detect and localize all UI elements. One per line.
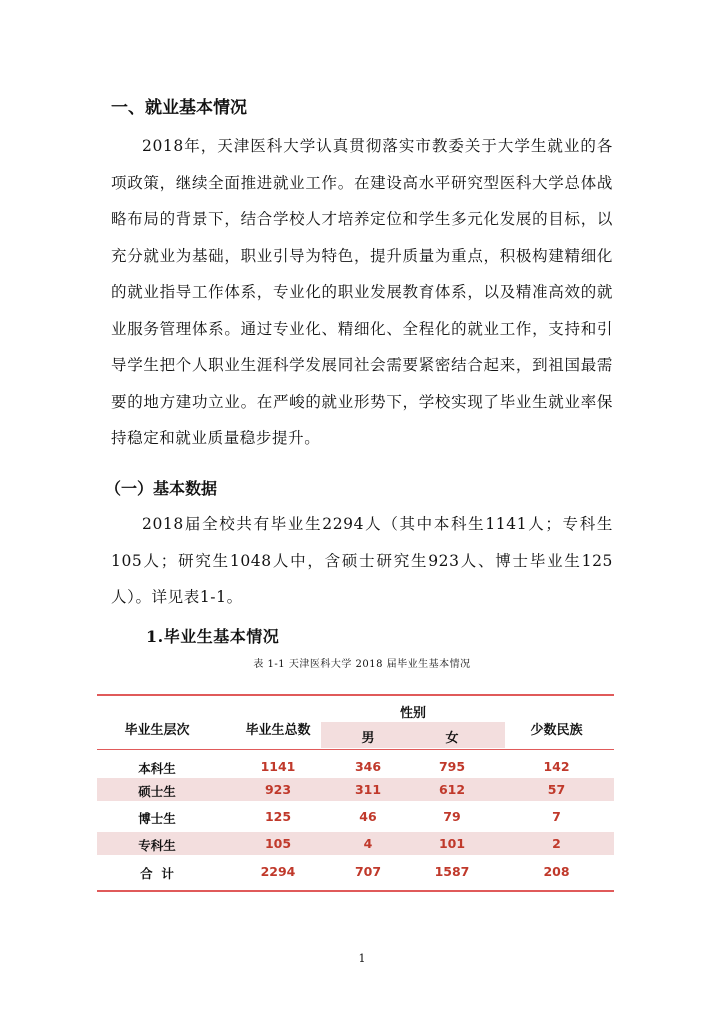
cell-male: 346 — [354, 759, 382, 774]
cell-total: 125 — [264, 809, 292, 824]
cell-total: 1141 — [260, 759, 296, 774]
table-row — [97, 832, 614, 855]
cell-female: 79 — [443, 809, 461, 824]
cell-total: 105 — [264, 836, 292, 851]
header-minority: 少数民族 — [530, 723, 583, 738]
cell-level: 本科生 — [138, 761, 176, 776]
cell-female: 101 — [438, 836, 466, 851]
table-top-rule — [97, 694, 614, 696]
table-bottom-rule — [97, 890, 614, 892]
header-male: 男 — [361, 731, 375, 746]
header-total: 毕业生总数 — [245, 723, 311, 738]
header-female: 女 — [445, 731, 459, 746]
cell-male: 707 — [354, 864, 382, 879]
table-header-rule — [97, 749, 614, 750]
basic-data-paragraph: 2018届全校共有毕业生2294人（其中本科生1141人；专科生105人；研究生1048人中，含硕士研究生923人、博士毕业生125人）。详见表1-1。 — [111, 515, 613, 606]
cell-minority: 208 — [543, 864, 570, 879]
cell-level: 硕士生 — [138, 784, 176, 799]
intro-paragraph: 2018年，天津医科大学认真贯彻落实市教委关于大学生就业的各项政策，继续全面推进就业工作。在建设高水平研究型医科大学总体战略布局的背景下，结合学校人才培养定位和学生多元化发展的目标，以充分就业为基础，职业引导为特色，提升质量为重点，积极构建精细化的就业指导工作体系，专业化的职业发展教育体系，以及精准高效的就业服务管理体系。通过专业化、精细化、全程化的就业工作，支持和引导学生把个人职业生涯科学发展同社会需要紧密结合起来，到祖国最需要的地方建功立业。在严峻的就业形势下，学校实现了毕业生就业率保持稳定和就业质量稳步提升。 — [111, 137, 613, 447]
cell-minority: 7 — [552, 809, 561, 824]
cell-total: 2294 — [260, 864, 296, 879]
cell-level: 博士生 — [138, 811, 176, 826]
cell-male: 311 — [354, 782, 382, 797]
subsection-heading: （一）基本数据 — [105, 479, 218, 498]
cell-minority: 142 — [543, 759, 570, 774]
table-row-total — [97, 860, 614, 883]
cell-total: 923 — [264, 782, 292, 797]
cell-level: 合 计 — [140, 866, 174, 881]
page-number: 1 — [358, 952, 366, 965]
cell-minority: 57 — [547, 782, 566, 797]
cell-level: 专科生 — [138, 838, 176, 853]
cell-female: 612 — [438, 782, 466, 797]
table-subheading: 1.毕业生基本情况 — [146, 627, 280, 646]
header-gender: 性别 — [399, 706, 426, 721]
header-level: 毕业生层次 — [124, 723, 190, 738]
cell-male: 4 — [363, 836, 373, 851]
cell-female: 1587 — [434, 864, 470, 879]
table-row — [97, 778, 614, 801]
cell-female: 795 — [438, 759, 466, 774]
section-heading: 一、就业基本情况 — [111, 98, 247, 118]
table-row — [97, 805, 614, 828]
table-caption: 表 1-1 天津医科大学 2018 届毕业生基本情况 — [253, 659, 471, 670]
cell-male: 46 — [359, 809, 377, 824]
cell-minority: 2 — [552, 836, 561, 851]
table-row — [97, 755, 614, 778]
